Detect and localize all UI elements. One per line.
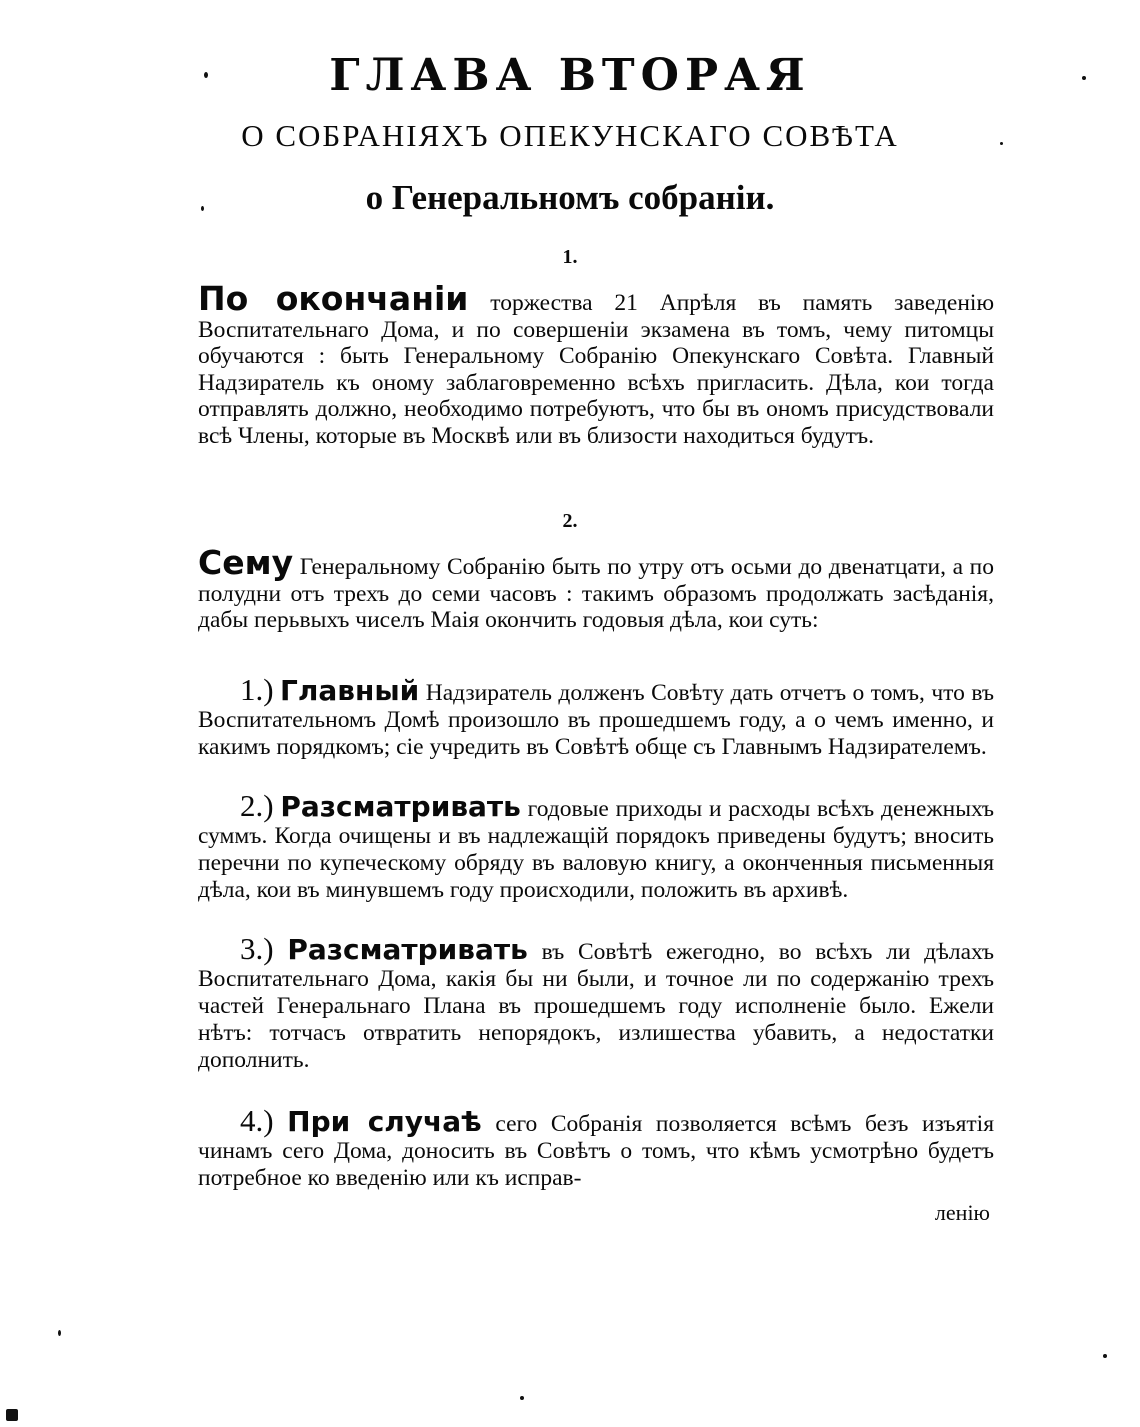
scan-speck (201, 206, 204, 211)
item-number: 4.) (240, 1103, 274, 1138)
paragraph-lead: Сему (198, 543, 294, 582)
list-item (198, 1103, 994, 1192)
scan-speck (520, 1396, 524, 1400)
item-number: 3.) (240, 931, 274, 966)
section-number: 2. (562, 510, 578, 532)
section-heading: о Генеральномъ собраніи. (365, 178, 775, 217)
list-item (198, 788, 994, 904)
list-item (198, 931, 995, 1074)
scan-speck (6, 1409, 18, 1421)
paragraph-text: Генеральному Собранію быть по утру отъ осьми до двенатцати, а по полудни отъ трехъ до семи часовъ : такимъ образомъ продолжать засѣданія, дабы перьвыхъ чиселъ Маія окончить годовыя дѣла, кои суть: (198, 554, 994, 633)
paragraph (198, 543, 994, 634)
item-heading: При случаѣ (287, 1105, 482, 1138)
paragraph-text: торжества 21 Апрѣля въ память заведенію Воспитательнаго Дома, и по совершеніи экзамена въ томъ, чему питомцы обучаются : быть Генеральному Собранію Опекунскаго Совѣта. Главный Надзиратель къ оному заблаговременно всѣхъ пригласить. Дѣла, кои тогда отправлять должно, необходимо потребуютъ, что бы въ ономъ присудствовали всѣ Члены, которые въ Москвѣ или въ близости находиться будутъ. (198, 290, 994, 449)
item-number: 1.) (240, 672, 274, 707)
item-text: въ Совѣтѣ ежегодно, во всѣхъ ли дѣлахъ Воспитательнаго Дома, какія бы ни были, и точное ли по содержанію трехъ частей Генеральнаго Плана въ прошедшемъ году исполненіе было. Ежели нѣтъ: тотчасъ отвратить непорядокъ, излишества убавить, а недостатки дополнить. (198, 939, 995, 1073)
item-heading: Главный (280, 674, 420, 707)
item-heading: Разсматривать (287, 933, 528, 966)
chapter-subtitle: О СОБРАНІЯХЪ ОПЕКУНСКАГО СОВѢТА (241, 118, 899, 153)
list-item (198, 672, 995, 761)
item-text: годовые приходы и расходы всѣхъ денежныхъ суммъ. Когда очищены и въ надлежащій порядокъ приведены будутъ; вносить перечни по купеческому обряду въ валовую книгу, а оконченныя письменныя дѣла, кои въ минувшемъ году происходили, положить въ архивѣ. (198, 796, 994, 903)
paragraph-lead: По окончаніи (198, 279, 469, 318)
scan-speck (1000, 142, 1003, 145)
section-number: 1. (562, 246, 578, 268)
paragraph (198, 279, 994, 449)
scan-speck (1082, 76, 1086, 80)
item-number: 2.) (240, 788, 274, 823)
scan-speck (204, 72, 208, 78)
item-text: Надзиратель долженъ Совѣту дать отчетъ о томъ, что въ Воспитательномъ Домѣ произошло въ прошедшемъ году, а о чемъ именно, и какимъ порядкомъ; сіе учредить въ Совѣтѣ обще съ Главнымъ Надзирателемъ. (198, 680, 995, 760)
catchword: ленію (934, 1200, 990, 1225)
item-text: сего Собранія позволяется всѣмъ безъ изъятія чинамъ сего Дома, доносить въ Совѣтъ о томъ, что кѣмъ усмотрѣно будетъ потребное ко введенію или къ исправ- (198, 1111, 994, 1191)
scan-speck (58, 1330, 61, 1336)
chapter-title: ГЛАВА ВТОРАЯ (329, 50, 811, 101)
item-heading: Разсматривать (280, 790, 521, 823)
scan-speck (1103, 1354, 1107, 1358)
